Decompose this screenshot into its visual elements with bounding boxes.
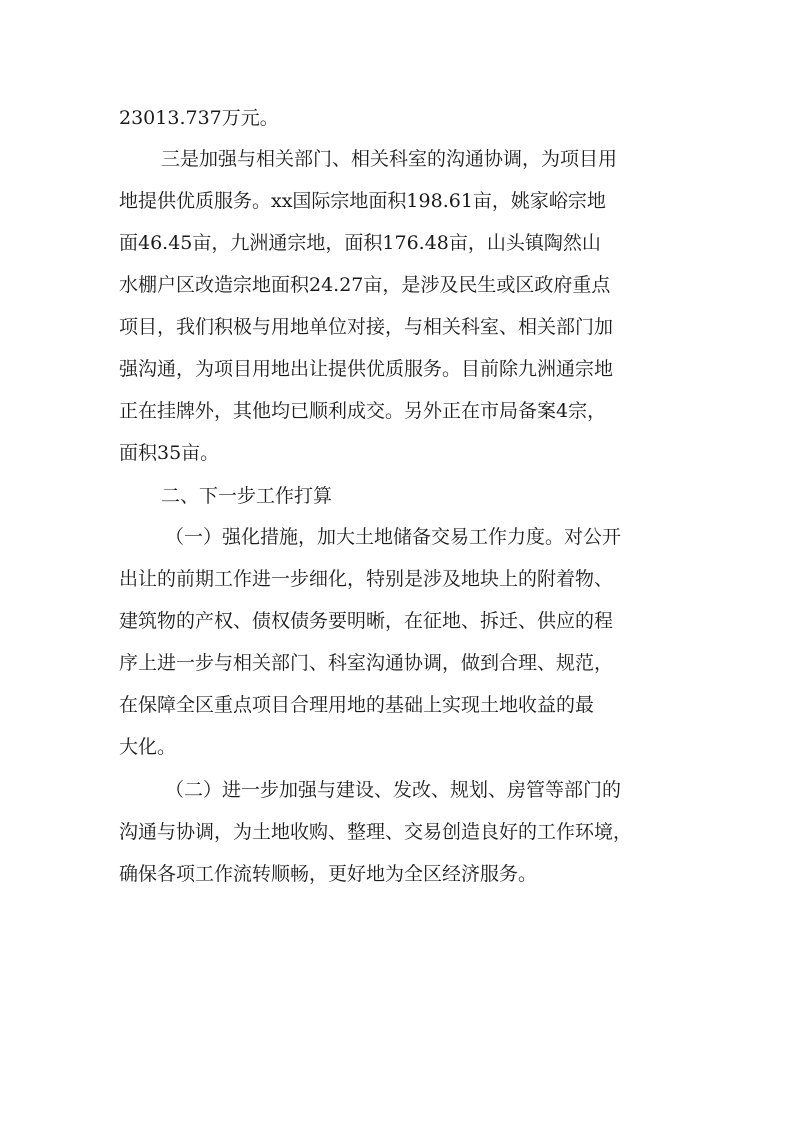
text-line: 正在挂牌外，其他均已顺利成交。另外正在市局备案4宗， [119,400,607,422]
text-line: 水棚户区改造宗地面积24.27亩，是涉及民生或区政府重点 [119,274,611,296]
text-line-paragraph-3-start: 三是加强与相关部门、相关科室的沟通协调，为项目用 [161,148,618,170]
text-line: 确保各项工作流转顺畅，更好地为全区经济服务。 [119,863,538,885]
section-heading: 二、下一步工作打算 [161,485,333,507]
text-line: 面46.45亩，九洲通宗地，面积176.48亩，山头镇陶然山 [119,232,601,254]
text-line: 大化。 [119,736,177,758]
text-line: 出让的前期工作进一步细化，特别是涉及地块上的附着物、 [119,568,614,590]
text-line: 建筑物的产权、债权债务要明晰，在征地、拆迁、供应的程 [119,610,614,632]
text-line: 在保障全区重点项目合理用地的基础上实现土地收益的最 [119,694,595,716]
text-line: 沟通与协调，为土地收购、整理、交易创造良好的工作环境， [119,821,633,843]
text-line: 地提供优质服务。xx国际宗地面积198.61亩，姚家峪宗地 [119,190,606,212]
text-line: 序上进一步与相关部门、科室沟通协调，做到合理、规范， [119,652,614,674]
text-line-amount: 23013.737万元。 [119,107,279,129]
text-line: 项目，我们积极与用地单位对接，与相关科室、相关部门加 [119,316,614,338]
text-line-item-2-start: （二）进一步加强与建设、发改、规划、房管等部门的 [165,779,622,801]
text-line: 强沟通，为项目用地出让提供优质服务。目前除九洲通宗地 [119,358,614,380]
text-line-item-1-start: （一）强化措施，加大土地储备交易工作力度。对公开 [165,526,622,548]
text-line: 面积35亩。 [119,442,220,464]
